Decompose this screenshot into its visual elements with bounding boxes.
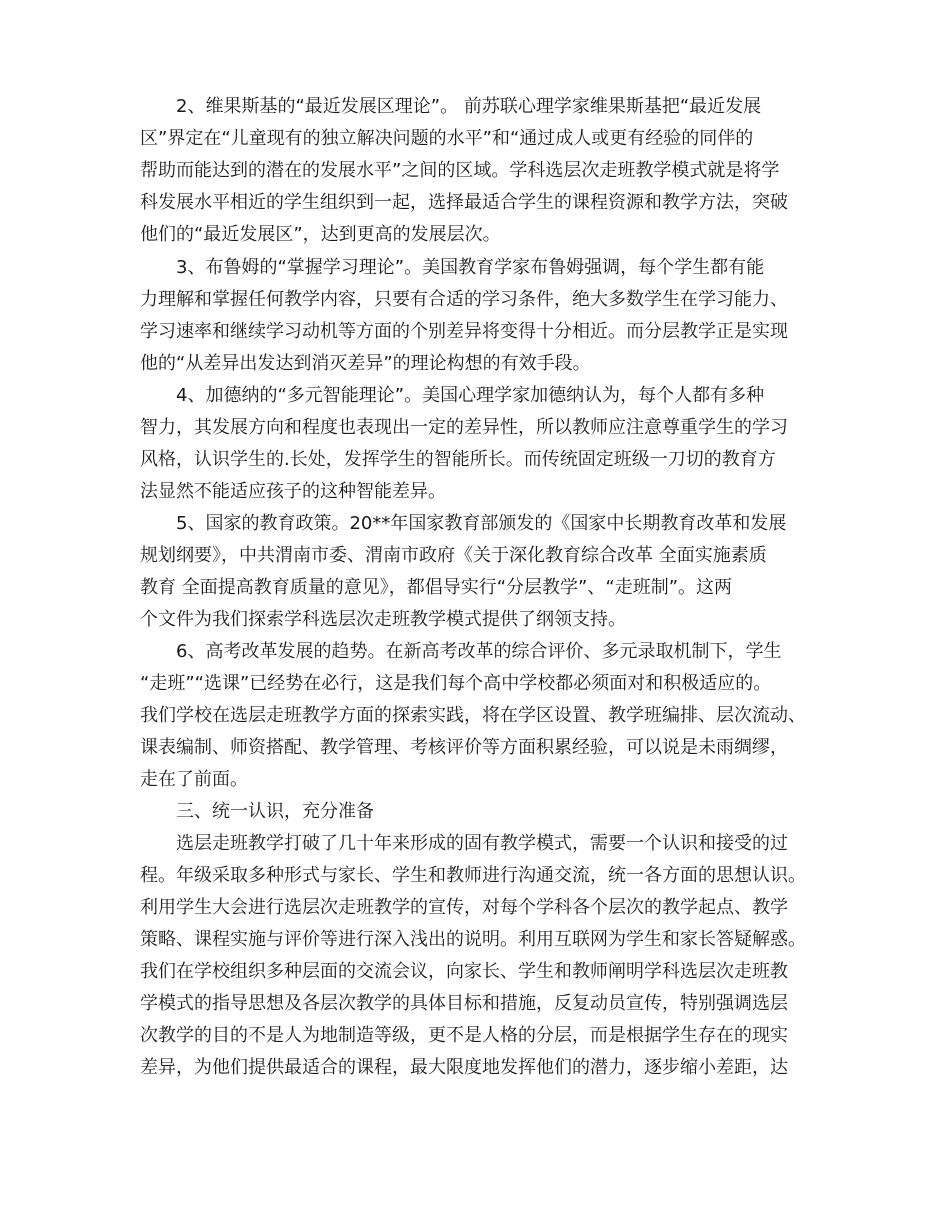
- paragraph-line: 区”界定在“儿童现有的独立解决问题的水平”和“通过成人或更有经验的同伴的: [140, 128, 754, 149]
- paragraph-line: 策略、课程实施与评价等进行深入浅出的说明。利用互联网为学生和家长答疑解惑。: [140, 929, 806, 950]
- paragraph-line: 法显然不能适应孩子的这种智能差异。: [140, 481, 446, 502]
- paragraph-line: 5、国家的教育政策。20**年国家教育部颁发的《国家中长期教育改革和发展: [176, 513, 787, 534]
- paragraph-line: 差异，为他们提供最适合的课程，最大限度地发挥他们的潜力，逐步缩小差距，达: [140, 1057, 788, 1078]
- paragraph-line: 利用学生大会进行选层次走班教学的宣传，对每个学科各个层次的教学起点、教学: [140, 897, 788, 918]
- paragraph-line: 3、布鲁姆的“掌握学习理论”。美国教育学家布鲁姆强调，每个学生都有能: [176, 257, 765, 278]
- paragraph-line: 学习速率和继续学习动机等方面的个别差异将变得十分相近。而分层教学正是实现: [140, 321, 788, 342]
- paragraph-line: 风格，认识学生的.长处，发挥学生的智能所长。而传统固定班级一刀切的教育方: [140, 449, 776, 470]
- paragraph-line: 我们在学校组织多种层面的交流会议，向家长、学生和教师阐明学科选层次走班教: [140, 961, 788, 982]
- paragraph-line: 学模式的指导思想及各层次教学的具体目标和措施，反复动员宣传，特别强调选层: [140, 993, 788, 1014]
- paragraph-line: 4、加德纳的“多元智能理论”。美国心理学家加德纳认为，每个人都有多种: [176, 385, 765, 406]
- paragraph-line: 2、维果斯基的“最近发展区理论”。 前苏联心理学家维果斯基把“最近发展: [176, 96, 762, 117]
- paragraph-line: 规划纲要》，中共渭南市委、渭南市政府《关于深化教育综合改革 全面实施素质: [140, 545, 767, 566]
- paragraph-line: 6、高考改革发展的趋势。在新高考改革的综合评价、多元录取机制下，学生: [176, 641, 782, 662]
- paragraph-line: 他的“从差异出发达到消灭差异”的理论构想的有效手段。: [140, 353, 591, 374]
- paragraph-line: 程。年级采取多种形式与家长、学生和教师进行沟通交流，统一各方面的思想认识。: [140, 865, 806, 886]
- paragraph-line: 选层走班教学打破了几十年来形成的固有教学模式，需要一个认识和接受的过: [176, 833, 788, 854]
- paragraph-line: 个文件为我们探索学科选层次走班教学模式提供了纲领支持。: [140, 609, 626, 630]
- paragraph-line: 科发展水平相近的学生组织到一起，选择最适合学生的课程资源和教学方法，突破: [140, 192, 788, 213]
- paragraph-line: 力理解和掌握任何教学内容，只要有合适的学习条件，绝大多数学生在学习能力、: [140, 289, 788, 310]
- paragraph-line: 帮助而能达到的潜在的发展水平”之间的区域。学科选层次走班教学模式就是将学: [140, 160, 780, 181]
- paragraph-line: 他们的“最近发展区”，达到更高的发展层次。: [140, 224, 501, 245]
- paragraph-line: 我们学校在选层走班教学方面的探索实践，将在学区设置、教学班编排、层次流动、: [140, 705, 806, 726]
- paragraph-line: “走班”“选课”已经势在必行，这是我们每个高中学校都必须面对和积极适应的。: [140, 673, 772, 694]
- paragraph-line: 次教学的目的不是人为地制造等级，更不是人格的分层，而是根据学生存在的现实: [140, 1025, 788, 1046]
- paragraph-line: 教育 全面提高教育质量的意见》，都倡导实行“分层教学”、“走班制”。这两: [140, 577, 733, 598]
- paragraph-line: 走在了前面。: [140, 769, 248, 790]
- paragraph-line: 智力，其发展方向和程度也表现出一定的差异性，所以教师应注意尊重学生的学习: [140, 417, 788, 438]
- section-heading: 三、统一认识，充分准备: [176, 801, 374, 822]
- paragraph-line: 课表编制、师资搭配、教学管理、考核评价等方面积累经验，可以说是未雨绸缪，: [140, 737, 788, 758]
